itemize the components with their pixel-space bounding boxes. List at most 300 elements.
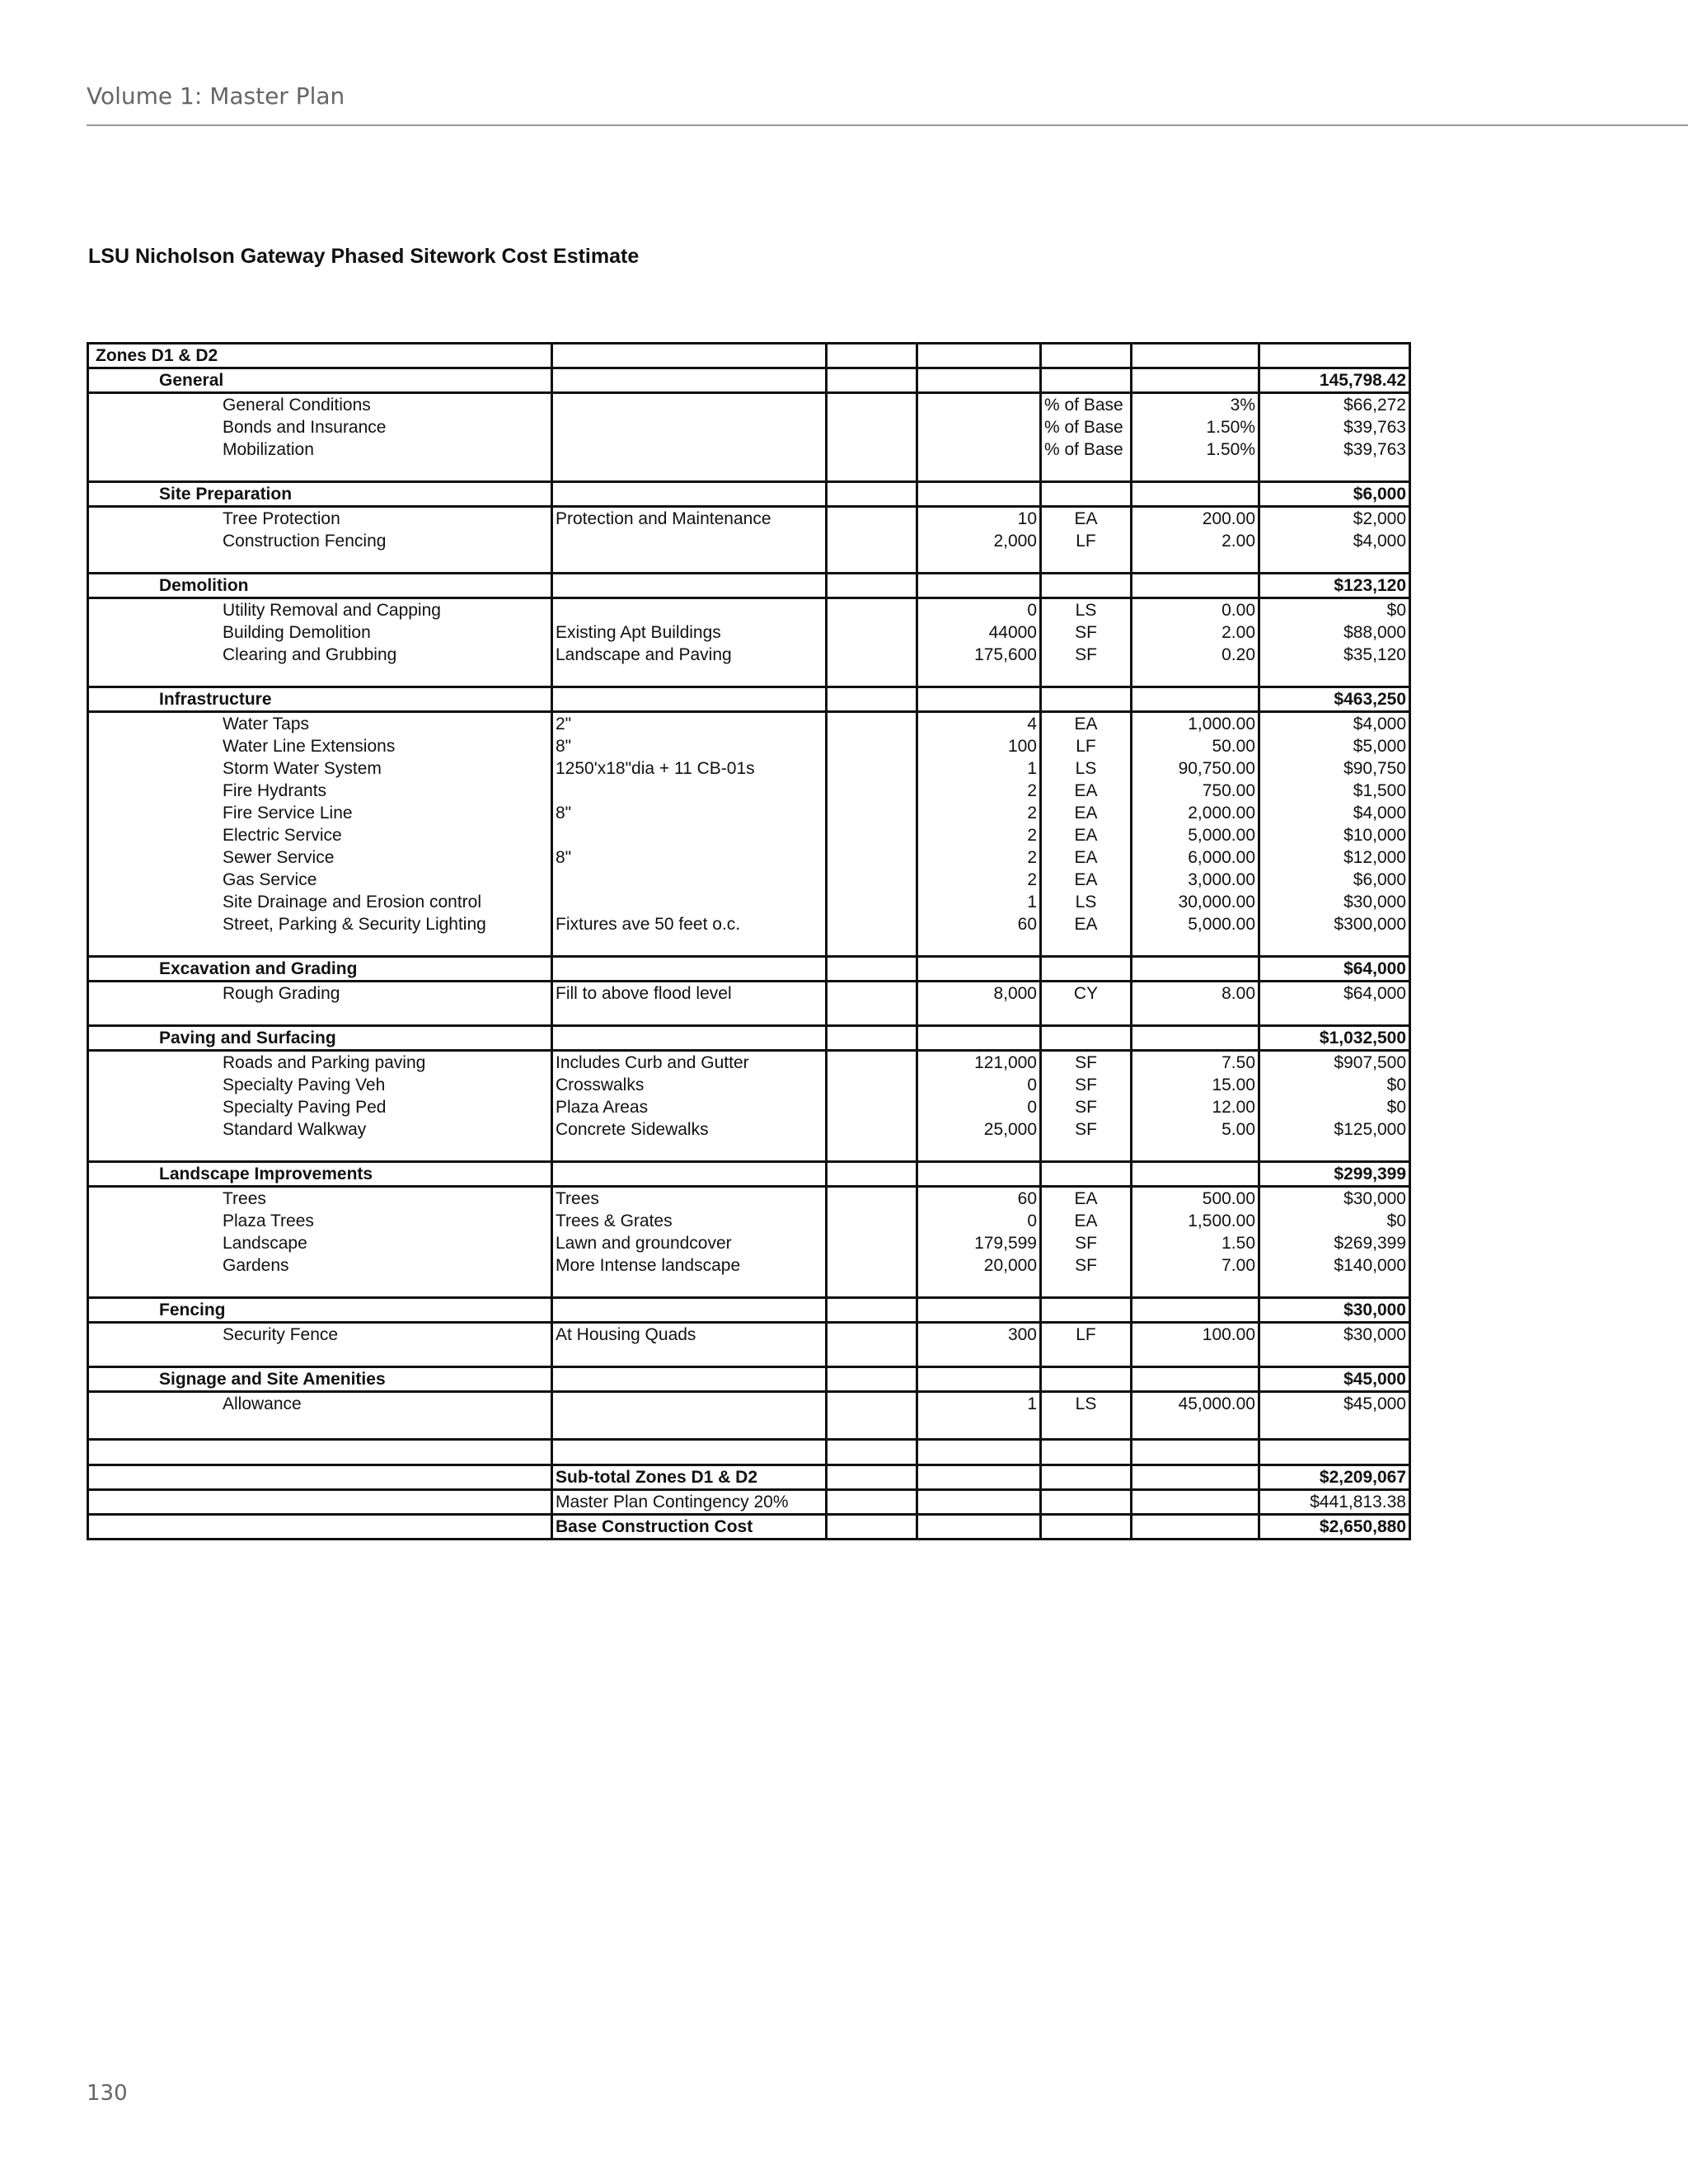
item-unit-rate: 2.00	[1132, 530, 1259, 552]
item-cost: $39,763	[1259, 438, 1410, 461]
section-total: $123,120	[1259, 574, 1410, 598]
empty-cell	[1041, 344, 1132, 368]
item-cost: $300,000	[1259, 913, 1410, 935]
item-cost: $35,120	[1259, 644, 1410, 666]
line-item-row	[88, 1096, 1410, 1118]
item-unit: EA	[1041, 1187, 1132, 1211]
empty-cell	[827, 1118, 917, 1141]
empty-cell	[552, 461, 827, 482]
block-spacer-row	[88, 1415, 1410, 1440]
item-description: More Intense landscape	[552, 1254, 827, 1277]
block-spacer-row	[88, 1440, 1410, 1465]
empty-cell	[827, 1026, 917, 1051]
item-unit: EA	[1041, 869, 1132, 891]
item-description	[552, 1392, 827, 1416]
item-name: Mobilization	[88, 438, 552, 461]
item-unit: EA	[1041, 712, 1132, 736]
item-unit: CY	[1041, 982, 1132, 1005]
item-cost: $4,000	[1259, 530, 1410, 552]
empty-cell	[917, 1141, 1041, 1162]
item-description: Protection and Maintenance	[552, 507, 827, 531]
empty-cell	[827, 416, 917, 438]
item-name: Building Demolition	[88, 621, 552, 644]
line-item-row	[88, 802, 1410, 824]
item-name: Water Line Extensions	[88, 735, 552, 757]
item-unit-rate: 5,000.00	[1132, 824, 1259, 846]
item-unit-rate: 15.00	[1132, 1074, 1259, 1096]
empty-cell	[1041, 1415, 1132, 1440]
item-unit-rate: 1.50	[1132, 1232, 1259, 1254]
item-unit: EA	[1041, 507, 1132, 531]
item-description: Fill to above flood level	[552, 982, 827, 1005]
line-item-row	[88, 891, 1410, 913]
empty-cell	[827, 780, 917, 802]
empty-cell	[1041, 461, 1132, 482]
item-unit-rate: 1,500.00	[1132, 1210, 1259, 1232]
item-name: Allowance	[88, 1392, 552, 1416]
empty-cell	[1041, 1005, 1132, 1026]
item-name: Specialty Paving Ped	[88, 1096, 552, 1118]
empty-cell	[917, 935, 1041, 957]
item-cost: $907,500	[1259, 1051, 1410, 1075]
empty-cell	[827, 687, 917, 712]
item-description: 8"	[552, 802, 827, 824]
empty-cell	[827, 957, 917, 982]
empty-cell	[827, 1490, 917, 1515]
empty-cell	[88, 1415, 552, 1440]
empty-cell	[1041, 1346, 1132, 1367]
line-item-row	[88, 1210, 1410, 1232]
item-unit-rate: 6,000.00	[1132, 846, 1259, 869]
item-name: Landscape	[88, 1232, 552, 1254]
empty-cell	[1259, 666, 1410, 687]
empty-cell	[1132, 957, 1259, 982]
empty-cell	[552, 1005, 827, 1026]
empty-cell	[827, 1392, 917, 1416]
item-cost: $4,000	[1259, 802, 1410, 824]
empty-cell	[1041, 1367, 1132, 1392]
line-item-row	[88, 507, 1410, 531]
item-quantity: 0	[917, 1096, 1041, 1118]
item-unit: LS	[1041, 598, 1132, 622]
empty-cell	[1132, 1515, 1259, 1540]
subtotal-value: $2,209,067	[1259, 1465, 1410, 1490]
item-description	[552, 438, 827, 461]
section-header-row	[88, 1026, 1410, 1051]
item-description	[552, 780, 827, 802]
item-description: Landscape and Paving	[552, 644, 827, 666]
empty-cell	[1132, 482, 1259, 507]
empty-cell	[917, 1367, 1041, 1392]
section-name: Demolition	[88, 574, 552, 598]
empty-cell	[917, 552, 1041, 574]
item-name: Standard Walkway	[88, 1118, 552, 1141]
item-unit-rate: 12.00	[1132, 1096, 1259, 1118]
empty-cell	[1041, 1465, 1132, 1490]
empty-cell	[1041, 1298, 1132, 1323]
empty-cell	[827, 344, 917, 368]
item-cost: $90,750	[1259, 757, 1410, 780]
empty-cell	[827, 1096, 917, 1118]
block-spacer-row	[88, 1005, 1410, 1026]
item-description	[552, 891, 827, 913]
item-cost: $30,000	[1259, 1187, 1410, 1211]
section-header-row	[88, 1298, 1410, 1323]
item-unit-rate: 500.00	[1132, 1187, 1259, 1211]
empty-cell	[552, 1367, 827, 1392]
section-header-row	[88, 957, 1410, 982]
empty-cell	[827, 1415, 917, 1440]
empty-cell	[552, 1141, 827, 1162]
line-item-row	[88, 1074, 1410, 1096]
empty-cell	[827, 891, 917, 913]
empty-cell	[552, 1277, 827, 1298]
item-quantity: 2	[917, 780, 1041, 802]
item-cost: $4,000	[1259, 712, 1410, 736]
item-unit: EA	[1041, 846, 1132, 869]
page-number: 130	[87, 2081, 128, 2106]
item-cost: $12,000	[1259, 846, 1410, 869]
empty-cell	[1132, 344, 1259, 368]
item-unit-rate: 5.00	[1132, 1118, 1259, 1141]
line-item-row	[88, 846, 1410, 869]
empty-cell	[88, 1440, 552, 1465]
empty-cell	[827, 757, 917, 780]
item-name: Roads and Parking paving	[88, 1051, 552, 1075]
section-total: $1,032,500	[1259, 1026, 1410, 1051]
empty-cell	[827, 482, 917, 507]
line-item-row	[88, 644, 1410, 666]
empty-cell	[827, 869, 917, 891]
line-item-row	[88, 712, 1410, 736]
item-name: Storm Water System	[88, 757, 552, 780]
item-unit-rate: 45,000.00	[1132, 1392, 1259, 1416]
section-name: Excavation and Grading	[88, 957, 552, 982]
section-header-row	[88, 687, 1410, 712]
item-name: Security Fence	[88, 1323, 552, 1347]
empty-cell	[88, 935, 552, 957]
item-description: Fixtures ave 50 feet o.c.	[552, 913, 827, 935]
item-unit-rate: 100.00	[1132, 1323, 1259, 1347]
item-cost: $0	[1259, 1096, 1410, 1118]
item-quantity: 20,000	[917, 1254, 1041, 1277]
empty-cell	[552, 552, 827, 574]
empty-cell	[1132, 1298, 1259, 1323]
empty-cell	[827, 1232, 917, 1254]
empty-cell	[917, 1346, 1041, 1367]
item-quantity: 100	[917, 735, 1041, 757]
empty-cell	[552, 957, 827, 982]
empty-cell	[827, 438, 917, 461]
item-description	[552, 598, 827, 622]
section-total: $64,000	[1259, 957, 1410, 982]
empty-cell	[827, 552, 917, 574]
empty-cell	[827, 1465, 917, 1490]
item-description	[552, 824, 827, 846]
empty-cell	[917, 574, 1041, 598]
item-quantity	[917, 393, 1041, 417]
item-description: Trees & Grates	[552, 1210, 827, 1232]
item-unit: LS	[1041, 1392, 1132, 1416]
item-cost: $0	[1259, 1074, 1410, 1096]
empty-cell	[1041, 666, 1132, 687]
empty-cell	[1041, 1490, 1132, 1515]
item-unit: LS	[1041, 891, 1132, 913]
item-cost: $0	[1259, 1210, 1410, 1232]
item-unit: % of Base	[1041, 438, 1132, 461]
section-total: $463,250	[1259, 687, 1410, 712]
item-unit: EA	[1041, 913, 1132, 935]
item-quantity	[917, 416, 1041, 438]
section-name: General	[88, 368, 552, 393]
contingency-row	[88, 1490, 1410, 1515]
empty-cell	[827, 507, 917, 531]
empty-cell	[827, 621, 917, 644]
empty-cell	[827, 461, 917, 482]
empty-cell	[88, 1465, 552, 1490]
empty-cell	[552, 482, 827, 507]
empty-cell	[1132, 687, 1259, 712]
empty-cell	[88, 1005, 552, 1026]
zone-header-row	[88, 344, 1410, 368]
line-item-row	[88, 824, 1410, 846]
item-name: Street, Parking & Security Lighting	[88, 913, 552, 935]
empty-cell	[1259, 1277, 1410, 1298]
line-item-row	[88, 393, 1410, 417]
item-quantity: 2	[917, 824, 1041, 846]
item-unit: LF	[1041, 530, 1132, 552]
item-unit: SF	[1041, 1096, 1132, 1118]
zone-label: Zones D1 & D2	[88, 344, 552, 368]
empty-cell	[1132, 1005, 1259, 1026]
empty-cell	[1132, 1367, 1259, 1392]
empty-cell	[88, 1277, 552, 1298]
item-description: 8"	[552, 846, 827, 869]
item-description: 1250'x18"dia + 11 CB-01s	[552, 757, 827, 780]
item-name: Gas Service	[88, 869, 552, 891]
empty-cell	[827, 802, 917, 824]
item-unit: EA	[1041, 1210, 1132, 1232]
empty-cell	[552, 368, 827, 393]
item-description: Crosswalks	[552, 1074, 827, 1096]
item-quantity: 1	[917, 757, 1041, 780]
item-unit-rate: 3,000.00	[1132, 869, 1259, 891]
item-cost: $140,000	[1259, 1254, 1410, 1277]
cost-estimate-table	[87, 342, 1411, 1540]
item-cost: $5,000	[1259, 735, 1410, 757]
empty-cell	[827, 1187, 917, 1211]
item-unit: % of Base	[1041, 416, 1132, 438]
empty-cell	[917, 957, 1041, 982]
item-unit: SF	[1041, 1232, 1132, 1254]
line-item-row	[88, 416, 1410, 438]
empty-cell	[827, 368, 917, 393]
empty-cell	[1132, 368, 1259, 393]
item-description	[552, 869, 827, 891]
cost-estimate-body	[88, 344, 1410, 1540]
empty-cell	[88, 461, 552, 482]
empty-cell	[917, 368, 1041, 393]
empty-cell	[1132, 1415, 1259, 1440]
empty-cell	[917, 461, 1041, 482]
item-unit-rate: 2,000.00	[1132, 802, 1259, 824]
empty-cell	[1259, 1005, 1410, 1026]
item-unit-rate: 3%	[1132, 393, 1259, 417]
item-unit-rate: 30,000.00	[1132, 891, 1259, 913]
empty-cell	[552, 1026, 827, 1051]
line-item-row	[88, 735, 1410, 757]
line-item-row	[88, 913, 1410, 935]
item-description: Plaza Areas	[552, 1096, 827, 1118]
item-cost: $39,763	[1259, 416, 1410, 438]
empty-cell	[88, 666, 552, 687]
item-cost: $30,000	[1259, 891, 1410, 913]
empty-cell	[827, 1141, 917, 1162]
item-unit-rate: 0.00	[1132, 598, 1259, 622]
empty-cell	[827, 1323, 917, 1347]
item-unit-rate: 1.50%	[1132, 416, 1259, 438]
item-unit: SF	[1041, 621, 1132, 644]
item-name: Tree Protection	[88, 507, 552, 531]
item-cost: $269,399	[1259, 1232, 1410, 1254]
empty-cell	[1132, 574, 1259, 598]
item-unit: SF	[1041, 1051, 1132, 1075]
item-cost: $125,000	[1259, 1118, 1410, 1141]
item-name: Fire Service Line	[88, 802, 552, 824]
section-name: Landscape Improvements	[88, 1162, 552, 1187]
empty-cell	[827, 982, 917, 1005]
empty-cell	[917, 1026, 1041, 1051]
empty-cell	[827, 1005, 917, 1026]
empty-cell	[88, 552, 552, 574]
item-cost: $10,000	[1259, 824, 1410, 846]
section-header-row	[88, 482, 1410, 507]
base-cost-label: Base Construction Cost	[552, 1515, 827, 1540]
item-cost: $0	[1259, 598, 1410, 622]
empty-cell	[917, 1277, 1041, 1298]
line-item-row	[88, 598, 1410, 622]
item-name: Specialty Paving Veh	[88, 1074, 552, 1096]
item-name: Fire Hydrants	[88, 780, 552, 802]
empty-cell	[827, 644, 917, 666]
item-quantity: 60	[917, 913, 1041, 935]
line-item-row	[88, 1323, 1410, 1347]
line-item-row	[88, 869, 1410, 891]
empty-cell	[1132, 552, 1259, 574]
item-description	[552, 416, 827, 438]
subtotal-label: Sub-total Zones D1 & D2	[552, 1465, 827, 1490]
empty-cell	[917, 687, 1041, 712]
empty-cell	[1132, 1440, 1259, 1465]
empty-cell	[1041, 1515, 1132, 1540]
empty-cell	[1041, 935, 1132, 957]
item-unit-rate: 2.00	[1132, 621, 1259, 644]
item-description: 8"	[552, 735, 827, 757]
item-unit: % of Base	[1041, 393, 1132, 417]
section-name: Site Preparation	[88, 482, 552, 507]
item-quantity: 2	[917, 869, 1041, 891]
empty-cell	[917, 1298, 1041, 1323]
empty-cell	[552, 666, 827, 687]
item-quantity: 10	[917, 507, 1041, 531]
item-unit: LS	[1041, 757, 1132, 780]
header-rule	[87, 124, 1688, 126]
item-unit: LF	[1041, 735, 1132, 757]
block-spacer-row	[88, 666, 1410, 687]
empty-cell	[88, 1490, 552, 1515]
item-description	[552, 530, 827, 552]
item-unit-rate: 90,750.00	[1132, 757, 1259, 780]
empty-cell	[552, 1346, 827, 1367]
item-cost: $30,000	[1259, 1323, 1410, 1347]
item-unit-rate: 7.50	[1132, 1051, 1259, 1075]
empty-cell	[917, 1490, 1041, 1515]
empty-cell	[1041, 957, 1132, 982]
block-spacer-row	[88, 1141, 1410, 1162]
section-name: Infrastructure	[88, 687, 552, 712]
item-cost: $64,000	[1259, 982, 1410, 1005]
item-quantity: 0	[917, 1074, 1041, 1096]
item-quantity: 175,600	[917, 644, 1041, 666]
block-spacer-row	[88, 552, 1410, 574]
empty-cell	[827, 1298, 917, 1323]
line-item-row	[88, 438, 1410, 461]
contingency-label: Master Plan Contingency 20%	[552, 1490, 827, 1515]
item-name: Trees	[88, 1187, 552, 1211]
empty-cell	[1259, 935, 1410, 957]
empty-cell	[1041, 1026, 1132, 1051]
item-description: Existing Apt Buildings	[552, 621, 827, 644]
item-description: At Housing Quads	[552, 1323, 827, 1347]
empty-cell	[552, 1162, 827, 1187]
block-spacer-row	[88, 935, 1410, 957]
empty-cell	[1132, 461, 1259, 482]
empty-cell	[1132, 935, 1259, 957]
empty-cell	[552, 935, 827, 957]
item-unit: SF	[1041, 1254, 1132, 1277]
item-quantity: 2	[917, 846, 1041, 869]
empty-cell	[917, 1162, 1041, 1187]
item-name: Rough Grading	[88, 982, 552, 1005]
empty-cell	[1259, 1440, 1410, 1465]
section-header-row	[88, 368, 1410, 393]
empty-cell	[88, 1141, 552, 1162]
item-unit-rate: 200.00	[1132, 507, 1259, 531]
item-quantity: 1	[917, 1392, 1041, 1416]
line-item-row	[88, 530, 1410, 552]
empty-cell	[827, 1277, 917, 1298]
empty-cell	[827, 735, 917, 757]
item-unit-rate: 7.00	[1132, 1254, 1259, 1277]
empty-cell	[88, 1346, 552, 1367]
empty-cell	[827, 846, 917, 869]
empty-cell	[827, 1515, 917, 1540]
empty-cell	[552, 1298, 827, 1323]
item-unit: SF	[1041, 1118, 1132, 1141]
item-description: 2"	[552, 712, 827, 736]
empty-cell	[1041, 1141, 1132, 1162]
section-total: $45,000	[1259, 1367, 1410, 1392]
item-name: Site Drainage and Erosion control	[88, 891, 552, 913]
document-title: LSU Nicholson Gateway Phased Sitework Cost Estimate	[88, 245, 640, 268]
empty-cell	[88, 1515, 552, 1540]
item-cost: $45,000	[1259, 1392, 1410, 1416]
item-unit: EA	[1041, 802, 1132, 824]
empty-cell	[827, 712, 917, 736]
empty-cell	[552, 1415, 827, 1440]
empty-cell	[1259, 552, 1410, 574]
empty-cell	[1259, 1346, 1410, 1367]
